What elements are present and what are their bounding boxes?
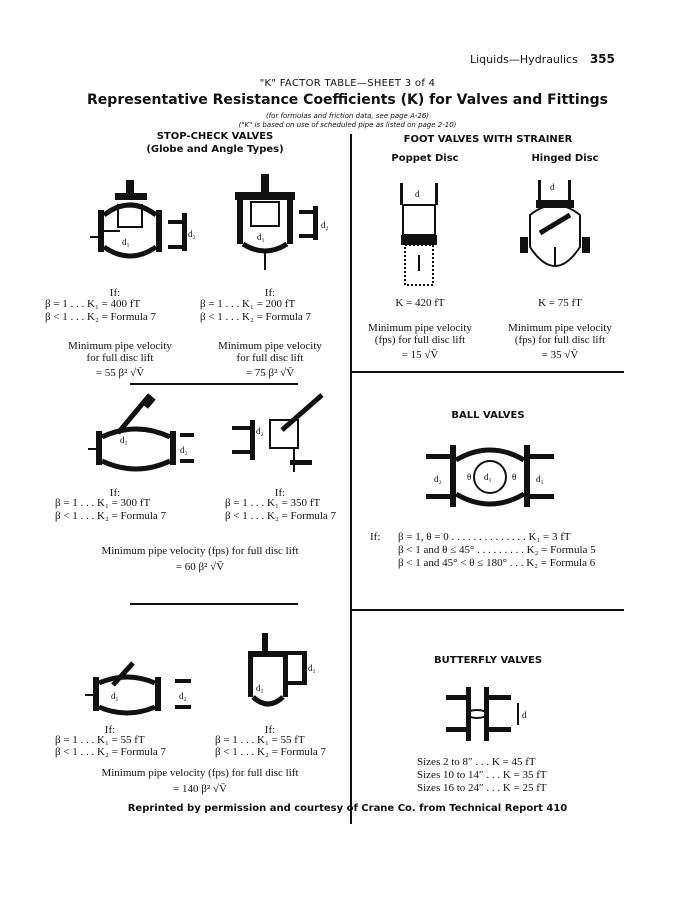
vel-hinged-2: (fps) for full disc lift bbox=[514, 334, 606, 346]
k-poppet: K = 420 fT bbox=[395, 297, 445, 309]
globe-stop-check-valve-diagram bbox=[90, 175, 200, 270]
y-globe-stop-check-diagram bbox=[88, 393, 198, 473]
vel-cd-formula: = 60 β² √V̄ bbox=[175, 561, 225, 573]
d2-label: d₂ bbox=[188, 229, 196, 239]
d2-label: d₂ bbox=[179, 691, 187, 701]
divider-ab-cd bbox=[130, 383, 298, 385]
vel-b-2: for full disc lift bbox=[236, 352, 304, 364]
formula-note: (for formulas and friction data, see page A-26) bbox=[265, 112, 430, 120]
vel-a-1: Minimum pipe velocity bbox=[68, 340, 172, 352]
column-divider bbox=[350, 134, 352, 824]
d2-label: d₂ bbox=[180, 445, 188, 455]
d1-label: d₁ bbox=[536, 474, 544, 484]
butterfly-valves-heading: BUTTERFLY VALVES bbox=[433, 655, 543, 666]
divider-foot-ball bbox=[352, 371, 624, 373]
butterfly-sizes-2: Sizes 10 to 14″ . . . K = 35 fT bbox=[417, 769, 547, 781]
vel-poppet-1: Minimum pipe velocity bbox=[368, 322, 472, 334]
credit-footer: Reprinted by permission and courtesy of Crane Co. from Technical Report 410 bbox=[127, 803, 568, 814]
d-label: d bbox=[550, 182, 555, 192]
vel-cd-1: Minimum pipe velocity (fps) for full disc lift bbox=[101, 545, 299, 557]
vel-hinged-1: Minimum pipe velocity bbox=[508, 322, 612, 334]
page-title: Representative Resistance Coefficients (K) for Valves and Fittings bbox=[87, 92, 608, 108]
stop-check-e-if: If: bbox=[104, 724, 116, 736]
stop-check-c-line2: β < 1 . . . K₂ = Formula 7 bbox=[55, 510, 167, 522]
d2-label: d₂ bbox=[256, 426, 264, 436]
d2-label: d₂ bbox=[321, 220, 329, 230]
sheet-title: "K" FACTOR TABLE—SHEET 3 of 4 bbox=[259, 78, 436, 89]
divider-ball-butterfly bbox=[352, 609, 624, 611]
d-label: d bbox=[415, 189, 420, 199]
poppet-disc-label: Poppet Disc bbox=[391, 153, 459, 164]
d2-label: d₂ bbox=[434, 474, 442, 484]
stop-check-f-line2: β < 1 . . . K₂ = Formula 7 bbox=[215, 746, 327, 758]
d1-label: d₁ bbox=[120, 435, 128, 445]
page-number: 355 bbox=[589, 52, 615, 66]
divider-short bbox=[130, 603, 298, 605]
stop-check-b-line2: β < 1 . . . K₂ = Formula 7 bbox=[200, 311, 312, 323]
stop-check-heading: STOP-CHECK VALVES bbox=[156, 131, 274, 142]
theta-label: θ bbox=[512, 472, 517, 482]
stop-check-subheading: (Globe and Angle Types) bbox=[146, 144, 284, 155]
vel-a-formula: = 55 β² √V̄ bbox=[95, 367, 145, 379]
vel-ef-1: Minimum pipe velocity (fps) for full disc lift bbox=[101, 767, 299, 779]
stop-check-c-if: If: bbox=[109, 487, 121, 499]
ball-line3: β < 1 and 45° < θ ≤ 180° . . . K₂ = Formula 6 bbox=[398, 557, 596, 569]
stop-check-a-line1: β = 1 . . . K₁ = 400 fT bbox=[45, 298, 141, 310]
pipe-note: ("K" is based on use of scheduled pipe as listed on page 2-10) bbox=[238, 121, 457, 129]
theta-label: θ bbox=[467, 472, 472, 482]
butterfly-sizes-1: Sizes 2 to 8″ . . . K = 45 fT bbox=[417, 756, 536, 768]
d1-label: d₁ bbox=[256, 683, 264, 693]
stop-check-e-line2: β < 1 . . . K₂ = Formula 7 bbox=[55, 746, 167, 758]
stop-check-d-line1: β = 1 . . . K₁ = 350 fT bbox=[225, 497, 321, 509]
vel-a-2: for full disc lift bbox=[86, 352, 154, 364]
k-hinged: K = 75 fT bbox=[538, 297, 582, 309]
vel-hinged-formula: = 35 √V̄ bbox=[541, 349, 579, 361]
stop-check-f-if: If: bbox=[264, 724, 276, 736]
foot-valves-heading: FOOT VALVES WITH STRAINER bbox=[403, 134, 573, 145]
vel-poppet-2: (fps) for full disc lift bbox=[374, 334, 466, 346]
stop-check-a-line2: β < 1 . . . K₂ = Formula 7 bbox=[45, 311, 157, 323]
hinged-disc-label: Hinged Disc bbox=[531, 153, 599, 164]
stop-check-c-line1: β = 1 . . . K₁ = 300 fT bbox=[55, 497, 151, 509]
vel-b-1: Minimum pipe velocity bbox=[218, 340, 322, 352]
d-label: d bbox=[522, 710, 527, 720]
ball-valve-diagram bbox=[420, 440, 560, 515]
vel-b-formula: = 75 β² √V̄ bbox=[245, 367, 295, 379]
stop-check-d-if: If: bbox=[274, 487, 286, 499]
running-header bbox=[470, 52, 615, 66]
butterfly-valve-diagram bbox=[440, 683, 540, 743]
ball-line2: β < 1 and θ ≤ 45° . . . . . . . . . K₂ = Formula 5 bbox=[398, 544, 596, 556]
stop-check-a-if: If: bbox=[109, 287, 121, 299]
stop-check-b-line1: β = 1 . . . K₁ = 200 fT bbox=[200, 298, 296, 310]
hinged-foot-valve-diagram bbox=[510, 175, 600, 290]
vel-ef-formula: = 140 β² √V̄ bbox=[173, 783, 227, 795]
d1-label: d₁ bbox=[257, 232, 265, 242]
ball-valves-heading: BALL VALVES bbox=[451, 410, 525, 421]
vel-poppet-formula: = 15 √V̄ bbox=[401, 349, 439, 361]
d1-label: d₁ bbox=[122, 237, 130, 247]
y-angle-stop-check-diagram bbox=[232, 390, 342, 475]
d1-label: d₁ bbox=[308, 663, 316, 673]
ball-line1: β = 1, θ = 0 . . . . . . . . . . . . . . K₁ = 3 fT bbox=[398, 531, 571, 543]
stop-check-b-if: If: bbox=[264, 287, 276, 299]
angle-stop-check-valve-diagram bbox=[225, 170, 335, 270]
d1-label: d₁ bbox=[484, 472, 492, 482]
angle-valve-f-diagram bbox=[240, 625, 330, 715]
d1-label: d₁ bbox=[111, 691, 119, 701]
y-pattern-valve-e-diagram bbox=[85, 657, 200, 717]
stop-check-f-line1: β = 1 . . . K₁ = 55 fT bbox=[215, 734, 305, 746]
stop-check-e-line1: β = 1 . . . K₁ = 55 fT bbox=[55, 734, 145, 746]
section-title: Liquids—Hydraulics bbox=[470, 53, 578, 66]
poppet-foot-valve-diagram bbox=[395, 175, 445, 290]
ball-if: If: bbox=[370, 531, 381, 543]
butterfly-sizes-3: Sizes 16 to 24″ . . . K = 25 fT bbox=[417, 782, 547, 794]
stop-check-d-line2: β < 1 . . . K₂ = Formula 7 bbox=[225, 510, 337, 522]
